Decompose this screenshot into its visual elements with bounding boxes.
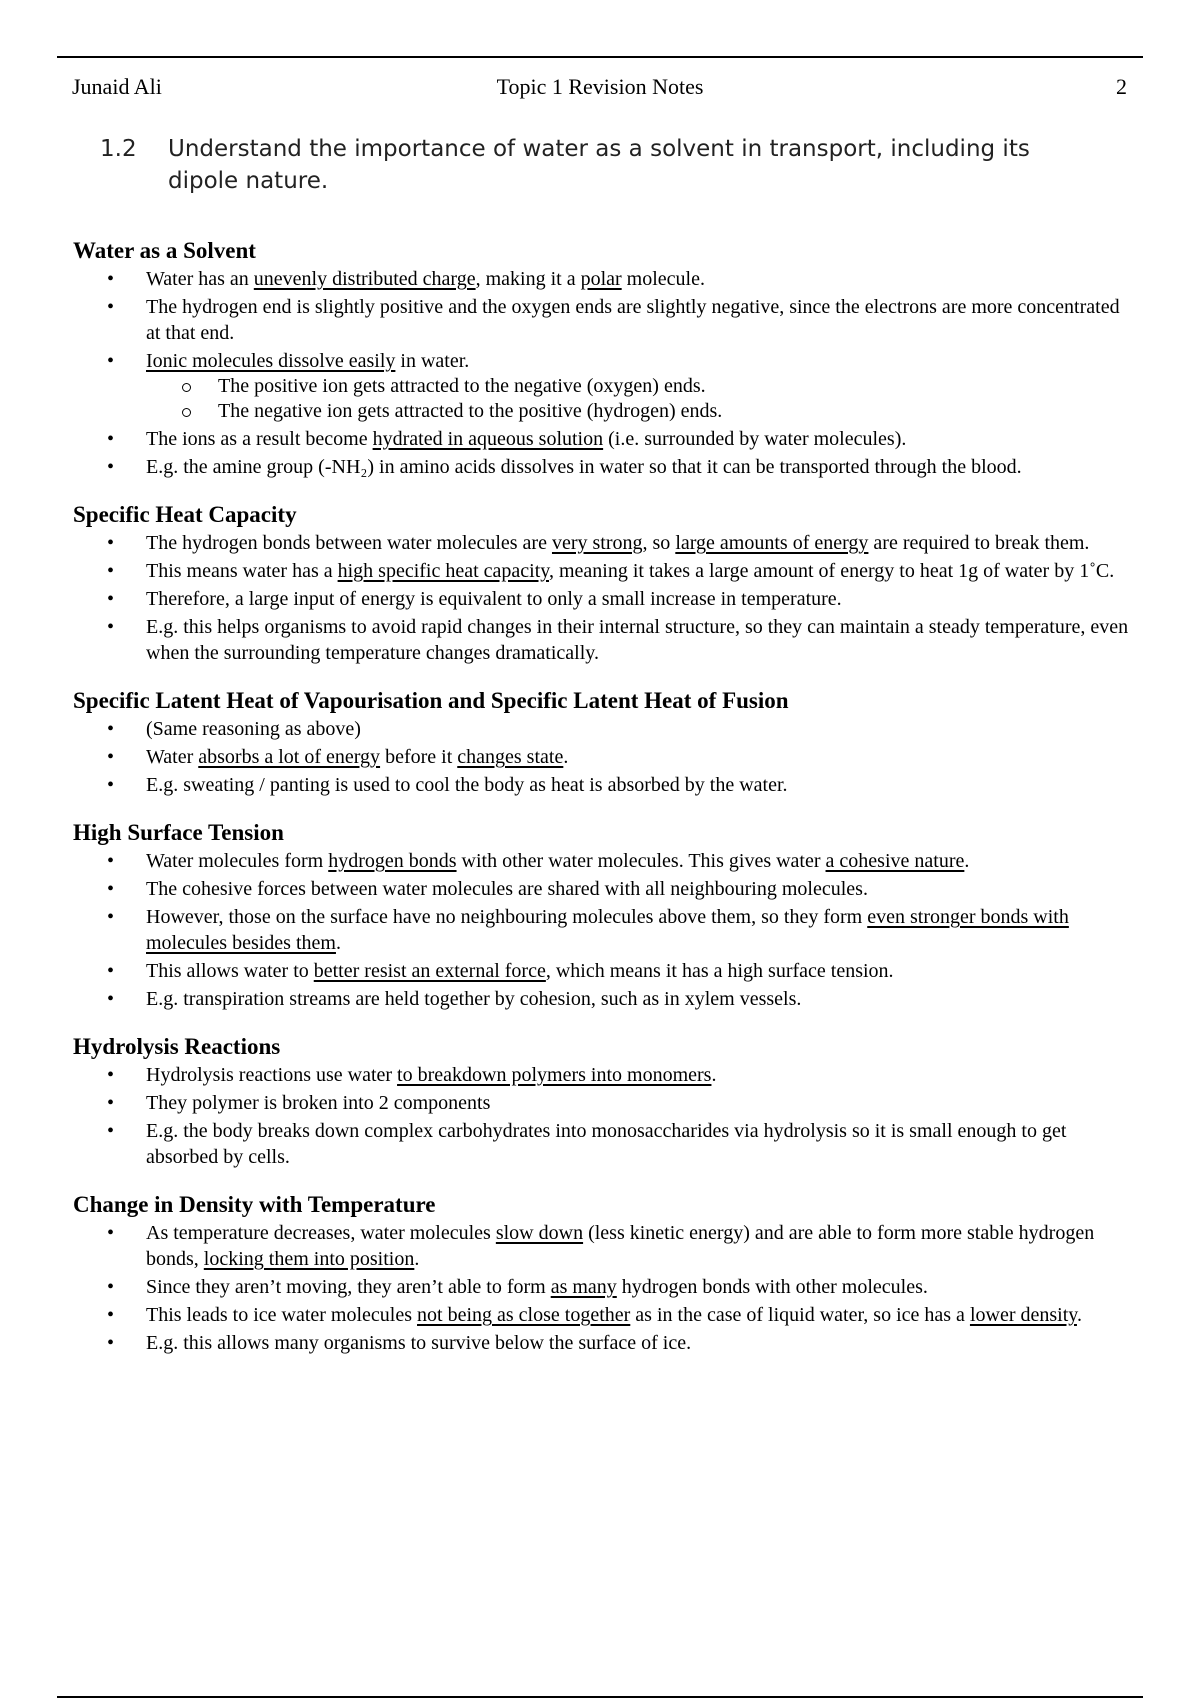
text-run: E.g. the body breaks down complex carbohydrates into monosaccharides via hydrolysis so it is small enough to get absorbed by cells. (146, 1120, 1067, 1168)
underlined-text: polar (580, 268, 622, 290)
text-run: The hydrogen bonds between water molecules are (146, 532, 552, 554)
bullet-item (73, 1274, 1133, 1300)
bullet-item (73, 614, 1133, 666)
text-run: Water molecules form (146, 850, 329, 872)
bullet-item (73, 530, 1133, 556)
bullet-item (73, 426, 1133, 452)
text-run: This means water has a (146, 560, 338, 582)
text-run: as in the case of liquid water, so ice has a (630, 1304, 970, 1326)
text-run: , meaning it takes a large amount of energy to heat 1g of water by 1˚C. (549, 560, 1115, 582)
text-run: Water (146, 746, 199, 768)
header-author: Junaid Ali (72, 74, 162, 99)
text-run: , so (642, 532, 676, 554)
bullet-item (73, 294, 1133, 346)
section (73, 686, 1133, 798)
bullet-item (73, 1220, 1133, 1272)
bullet-item (73, 454, 1133, 480)
sub-bullet-item: The positive ion gets attracted to the negative (oxygen) ends. (146, 374, 1133, 399)
text-run: This allows water to (146, 960, 314, 982)
bullet-item (73, 1118, 1133, 1170)
bullet-list (73, 1062, 1133, 1170)
text-run: before it (380, 746, 458, 768)
bullet-item (73, 558, 1133, 584)
section-heading: High Surface Tension (73, 820, 284, 845)
bullet-item (73, 744, 1133, 770)
bullet-list (73, 848, 1133, 1012)
underlined-text: lower density (969, 1304, 1077, 1326)
underlined-text: as many (550, 1276, 617, 1298)
bullet-item (73, 716, 1133, 742)
bullet-item (73, 1090, 1133, 1116)
bullet-item (73, 904, 1133, 956)
header-rule (57, 56, 1143, 58)
text-run: , which means it has a high surface tension. (545, 960, 894, 982)
text-run: Hydrolysis reactions use water (146, 1064, 398, 1086)
bullet-list (73, 266, 1133, 480)
sub-bullet-item: The negative ion gets attracted to the positive (hydrogen) ends. (146, 399, 1133, 424)
text-run: They polymer is broken into 2 components (146, 1092, 491, 1114)
text-run: with other water molecules. This gives water (456, 850, 826, 872)
bullet-list (73, 1220, 1133, 1356)
underlined-text: slow down (495, 1222, 584, 1244)
underlined-text: changes state (457, 746, 564, 768)
section-heading: Specific Heat Capacity (73, 502, 297, 527)
section (73, 1190, 1133, 1356)
bullet-item (73, 848, 1133, 874)
bullet-item (73, 772, 1133, 798)
text-run: . (964, 850, 970, 872)
underlined-text: not being as close together (417, 1304, 631, 1326)
text-run: However, those on the surface have no neighbouring molecules above them, so they form (146, 906, 868, 928)
bullet-item (73, 876, 1133, 902)
section (73, 818, 1133, 1012)
underlined-text: high specific heat capacity (337, 560, 549, 582)
text-run: in water. (395, 350, 470, 372)
text-run: The ions as a result become (146, 428, 373, 450)
text-run: E.g. this allows many organisms to survive below the surface of ice. (146, 1332, 692, 1354)
text-run: . (414, 1248, 420, 1270)
section-heading: Specific Latent Heat of Vapourisation and Specific Latent Heat of Fusion (73, 688, 789, 713)
sub-bullet-list (146, 374, 1133, 424)
underlined-text: a cohesive nature (825, 850, 965, 872)
notes-body (73, 236, 1133, 1376)
underlined-text: locking them into position (203, 1248, 415, 1270)
text-run: E.g. sweating / panting is used to cool the body as heat is absorbed by the water. (146, 774, 788, 796)
underlined-text: better resist an external force (313, 960, 546, 982)
text-run: . (1076, 1304, 1082, 1326)
section (73, 1032, 1133, 1170)
section (73, 236, 1133, 480)
text-run: (less kinetic energy) and are able to form more stable hydrogen bonds, (146, 1222, 1095, 1270)
text-run: (i.e. surrounded by water molecules). (603, 428, 907, 450)
text-run: , making it a (475, 268, 581, 290)
text-run: Therefore, a large input of energy is equivalent to only a small increase in temperature. (146, 588, 842, 610)
underlined-text: even stronger bonds with molecules besides them (146, 906, 1069, 954)
underlined-text: absorbs a lot of energy (198, 746, 381, 768)
bullet-item (73, 1330, 1133, 1356)
underlined-text: very strong (551, 532, 643, 554)
text-run: (Same reasoning as above) (146, 718, 361, 740)
learning-objective (100, 133, 1100, 197)
section (73, 500, 1133, 666)
bullet-item (73, 986, 1133, 1012)
header-page-number: 2 (1116, 74, 1127, 99)
text-run: Since they aren’t moving, they aren’t able to form (146, 1276, 551, 1298)
text-run: As temperature decreases, water molecules (146, 1222, 496, 1244)
underlined-text: hydrogen bonds (328, 850, 457, 872)
bullet-list (73, 716, 1133, 798)
underlined-text: unevenly distributed charge (253, 268, 476, 290)
bullet-item (73, 958, 1133, 984)
objective-text: Understand the importance of water as a solvent in transport, including its dipole nature. (168, 136, 1030, 194)
section-heading: Water as a Solvent (73, 238, 256, 263)
text-run: This leads to ice water molecules (146, 1304, 418, 1326)
underlined-text: to breakdown polymers into monomers (397, 1064, 712, 1086)
section-heading: Hydrolysis Reactions (73, 1034, 281, 1059)
bullet-item (73, 266, 1133, 292)
underlined-text: large amounts of energy (675, 532, 869, 554)
objective-number: 1.2 (100, 136, 137, 162)
underlined-text: Ionic molecules dissolve easily (146, 350, 396, 372)
text-run: E.g. transpiration streams are held together by cohesion, such as in xylem vessels. (146, 988, 802, 1010)
bullet-item (73, 586, 1133, 612)
text-run: . (335, 932, 341, 954)
bullet-list (73, 530, 1133, 666)
underlined-text: hydrated in aqueous solution (372, 428, 604, 450)
text-run: hydrogen bonds with other molecules. (616, 1276, 928, 1298)
text-run: molecule. (621, 268, 705, 290)
text-run: E.g. the amine group (-NH₂) in amino acids dissolves in water so that it can be transported through the blood. (146, 456, 1022, 478)
section-heading: Change in Density with Temperature (73, 1192, 436, 1217)
text-run: . (711, 1064, 717, 1086)
bullet-item (73, 348, 1133, 424)
bullet-item (73, 1302, 1133, 1328)
bullet-item (73, 1062, 1133, 1088)
footer-rule (57, 1696, 1143, 1698)
text-run: . (563, 746, 569, 768)
text-run: The hydrogen end is slightly positive and the oxygen ends are slightly negative, since the electrons are more concentrated at that end. (146, 296, 1120, 344)
text-run: are required to break them. (868, 532, 1090, 554)
text-run: The cohesive forces between water molecules are shared with all neighbouring molecules. (146, 878, 868, 900)
text-run: E.g. this helps organisms to avoid rapid changes in their internal structure, so they can maintain a steady temperature, even when the surrounding temperature changes dramatically. (146, 616, 1129, 664)
header-title: Topic 1 Revision Notes (496, 74, 704, 99)
text-run: Water has an (146, 268, 254, 290)
